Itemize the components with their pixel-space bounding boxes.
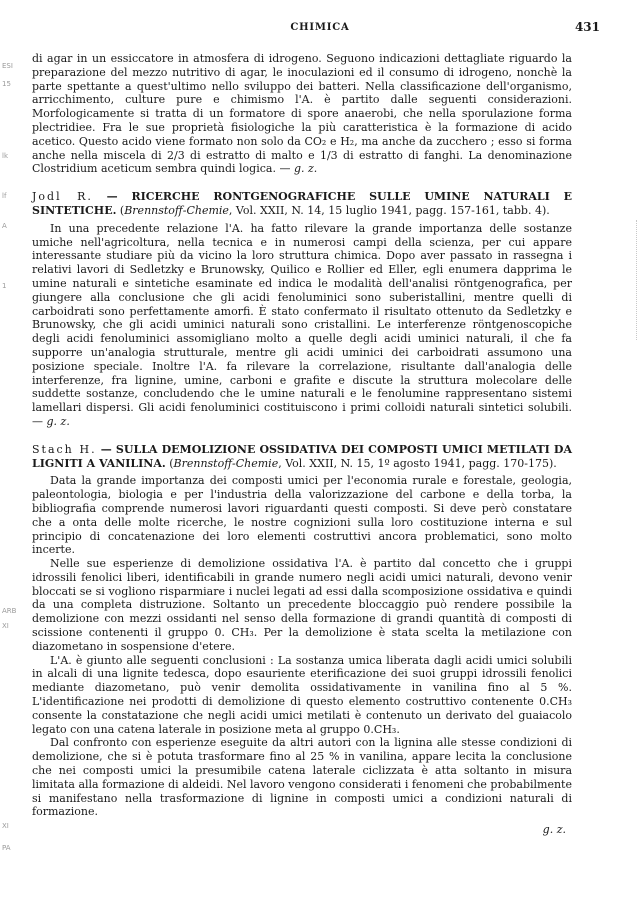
article-jodl (32, 190, 572, 429)
body-paragraph: Nelle sue esperienze di demolizione ossidativa l'A. è partito dal concetto che i gruppi idrossili fenolici liberi, identificabili in grande numero negli acidi umici naturali, devono venir bloccati se si vogliono risparmiare i nuclei legati ad essi dalla scomposizione ossidativa e quindi da una completa distruzione. Soltanto un precedente bloccaggio può rendere possibile la demolizione con mezzi ossidanti nel senso della formazione di grandi quantità di composti di scissione contenenti il gruppo 0. CH₃. Per la demolizione è stata scelta la metilazione con diazometano in sospensione d'etere. (32, 557, 572, 653)
article-heading (32, 443, 572, 471)
article-signature: g. z. (542, 823, 566, 837)
margin-mark: lk (2, 152, 8, 160)
heading-dash: — (92, 190, 132, 204)
article-title: SULLA DEMOLIZIONE OSSIDATIVA DEI COMPOSTI UMICI METILATI DA LIGNITI A VANILINA. (32, 442, 572, 470)
margin-mark: ESI (2, 62, 13, 70)
article-body (32, 222, 572, 429)
margin-mark: lf (2, 192, 7, 200)
margin-mark: PA (2, 844, 11, 852)
body-paragraph: Data la grande importanza dei composti umici per l'economia rurale e forestale, geologia, paleontologia, biologia e per l'industria della valorizzazione del carbone e della torba, la bibliografia comprende numerosi lavori riguardanti questi composti. Si deve però constatare che a onta delle molte ricerche, le nostre cognizioni sulla loro costituzione interna e sul principio di concatenazione dei loro elementi costruttivi ancora problematici, sono molto incerte. (32, 474, 572, 557)
body-paragraph: L'A. è giunto alle seguenti conclusioni : La sostanza umica liberata dagli acidi umici solubili in alcali di una lignite tedesca, dopo esauriente eterificazione dei suoi gruppi idrossili fenolici mediante diazometano, può venir demolita ossidativamente in vanilina fino al 5 %. L'identificazione nei prodotti di demolizione di questo elemento costruttivo contenente 0.CH₃ consente la constatazione che negli acidi umici metilati è contenuto un derivato del guaiacolo legato con una catena laterale in posizione meta al gruppo 0.CH₃. (32, 653, 572, 736)
article-body-text: In una precedente relazione l'A. ha fatto rilevare la grande importanza delle sostanze umiche nell'agricoltura, nella tecnica e in numerosi campi della scienza, per cui appare interessante studiare più da vicino la loro struttura chimica. Dopo aver passato in rassegna i relativi lavori di Sedletzky e Brunowsky, Quilico e Rollier ed Eller, egli enumera dapprima le umine naturali e sintetiche esaminate ed indica le modalità dell'analisi röntgenografica, per giungere alla conclusione che gli acidi fenoluminici sono suberistallini, mentre quelli di carboidrati sono perfettamente amorfi. È stato confermato il risultato ottenuto da Sedletzky e Brunowsky, che gli acidi uminici naturali sono cristallini. Le interferenze röntgenoscopiche degli acidi fenoluminici assomigliano molto a quelle degli acidi uminici naturali, il che fa supporre un'analogia strutturale, mentre gli acidi uminici dei carboidrati assumono una posizione speciale. Inoltre l'A. fa rilevare la correlazione, risultante dall'analogia delle interferenze, fra lignine, umine, carboni e grafite e discute la struttura molecolare delle suddette sostanze, concludendo che le umine naturali e le fenolumine rappresentano sistemi lamellari dispersi. Gli acidi fenoluminici costituiscono i primi colloidi naturali sintetici solubili. — (32, 221, 572, 428)
heading-dash: — (96, 442, 116, 456)
source-open: ( (165, 456, 174, 470)
journal-name: Brennstoff-Chemie (124, 203, 229, 217)
page-header (40, 22, 600, 40)
margin-mark: 1 (2, 282, 7, 290)
article-signature: g. z. (46, 414, 70, 428)
left-margin-annotations (2, 52, 18, 892)
running-title: CHIMICA (290, 22, 350, 33)
margin-mark: XI (2, 622, 9, 630)
page-number: 431 (574, 20, 600, 34)
journal-name: Brennstoff-Chemie (173, 456, 279, 470)
margin-mark: ARB (2, 607, 17, 615)
article-title: RICERCHE RONTGENOGRAFICHE SULLE UMINE NATURALI E SINTETICHE. (32, 190, 572, 217)
margin-mark: 15 (2, 80, 11, 88)
source-open: ( (116, 203, 125, 217)
continuation-paragraph (32, 52, 572, 176)
body-paragraph: Dal confronto con esperienze eseguite da altri autori con la lignina alle stesse condizioni di demolizione, che si è potuta trasformare fino al 25 % in vanilina, appare lecita la conclusione che nei composti umici la presumibile catena laterale ciclizzata è atta soltanto in misura limitata alla formazione di aldeidi. Nel lavoro vengono considerati i fenomeni che probabilmente si manifestano nella trasformazione di lignine in composti umici a condizioni naturali di formazione. (32, 736, 572, 819)
article-author: Jodl R. (32, 190, 93, 204)
margin-mark: A (2, 222, 7, 230)
article-stach (32, 443, 572, 837)
article-heading (32, 190, 572, 218)
article-author: Stach H. (32, 442, 97, 456)
page-body (32, 52, 572, 837)
continuation-text: di agar in un essiccatore in atmosfera di idrogeno. Seguono indicazioni dettagliate riguardo la preparazione del mezzo nutritivo di agar, le inoculazioni ed il consumo di idrogeno, nonchè la parte spettante a quest'ultimo nello sviluppo dei batteri. Nella classificazione dell'organismo, arricchimento, culture pure e chimismo l'A. è partito dalle seguenti considerazioni. Morfologicamente si tratta di un formatore di spore anaerobi, che nella sporulazione forma plectridiee. Fra le sue proprietà fisiologiche la più caratteristica è la formazione di acido acetico. Questo acido viene formato non solo da CO₂ e H₂, ma anche da zucchero ; esso si forma anche nella miscela di 2/3 di estratto di malto e 1/3 di estratto di fanghi. La denominazione Clostridium aceticum sembra quindi logica. — (32, 52, 572, 176)
continuation-signature: g. z. (293, 162, 318, 176)
citation-details: , Vol. XXII, N. 14, 15 luglio 1941, pagg. 157-161, tabb. 4). (228, 203, 550, 217)
right-margin-line (633, 220, 637, 340)
citation-details: , Vol. XXII, N. 15, 1º agosto 1941, pagg. 170-175). (278, 456, 557, 470)
margin-mark: XI (2, 822, 9, 830)
